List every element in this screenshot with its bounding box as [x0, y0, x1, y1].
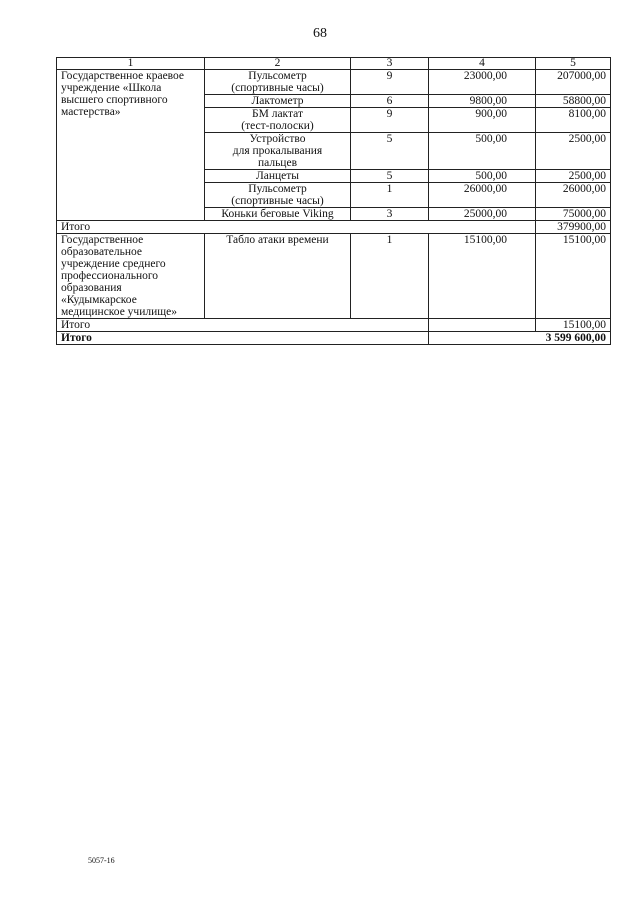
item-qty: 6 [351, 95, 429, 108]
item-line: Устройство [249, 133, 306, 145]
item-line: для прокалывания [232, 145, 323, 157]
item-name [205, 95, 351, 108]
item-sum: 15100,00 [536, 234, 611, 319]
header-cell: 2 [205, 58, 351, 70]
item-line: (спортивные часы) [231, 82, 324, 94]
subtotal-label: Итого [57, 221, 536, 234]
budget-table [56, 57, 611, 345]
item-line: Ланцеты [255, 170, 300, 182]
item-line: БМ лактат [252, 108, 303, 120]
table-row [57, 234, 611, 319]
header-cell: 1 [57, 58, 205, 70]
item-price: 15100,00 [429, 234, 536, 319]
item-name [205, 133, 351, 170]
item-qty: 1 [351, 234, 429, 319]
item-line: пальцев [257, 157, 298, 169]
item-qty: 5 [351, 133, 429, 170]
item-name [205, 208, 351, 221]
item-sum: 207000,00 [536, 70, 611, 95]
item-price: 500,00 [429, 133, 536, 170]
table-header-row [57, 58, 611, 70]
item-price: 26000,00 [429, 183, 536, 208]
item-sum: 58800,00 [536, 95, 611, 108]
item-qty: 9 [351, 70, 429, 95]
item-price: 25000,00 [429, 208, 536, 221]
item-qty: 3 [351, 208, 429, 221]
empty-cell [429, 319, 536, 332]
item-name [205, 70, 351, 95]
document-code: 5057-16 [88, 856, 115, 865]
item-name [205, 170, 351, 183]
item-sum: 2500,00 [536, 170, 611, 183]
item-name [205, 234, 351, 319]
header-cell: 3 [351, 58, 429, 70]
subtotal-value: 15100,00 [536, 319, 611, 332]
item-sum: 75000,00 [536, 208, 611, 221]
item-name [205, 183, 351, 208]
subtotal-value: 379900,00 [536, 221, 611, 234]
item-qty: 9 [351, 108, 429, 133]
item-sum: 8100,00 [536, 108, 611, 133]
item-sum: 2500,00 [536, 133, 611, 170]
item-price: 9800,00 [429, 95, 536, 108]
table-row [57, 70, 611, 95]
grand-total-value: 3 599 600,00 [429, 332, 611, 345]
item-line: Пульсометр [248, 70, 307, 82]
subtotal-row [57, 221, 611, 234]
item-line: Пульсометр [248, 183, 307, 195]
subtotal-row [57, 319, 611, 332]
item-name [205, 108, 351, 133]
organization-name: Государственное образовательное учреждение среднего профессионального образования «Кудымкарское медицинское училище» [57, 234, 205, 319]
item-qty: 1 [351, 183, 429, 208]
grand-total-label: Итого [57, 332, 429, 345]
item-line: (спортивные часы) [231, 195, 324, 207]
item-line: Табло атаки времени [226, 234, 329, 246]
grand-total-row [57, 332, 611, 345]
item-line: (тест-полоски) [241, 120, 314, 132]
header-cell: 5 [536, 58, 611, 70]
item-price: 500,00 [429, 170, 536, 183]
item-line: Коньки беговые Viking [221, 208, 334, 220]
header-cell: 4 [429, 58, 536, 70]
item-price: 900,00 [429, 108, 536, 133]
organization-name: Государственное краевое учреждение «Школа высшего спортивного мастерства» [57, 70, 205, 221]
item-sum: 26000,00 [536, 183, 611, 208]
item-line: Лактометр [251, 95, 304, 107]
page-number: 68 [313, 26, 327, 41]
item-price: 23000,00 [429, 70, 536, 95]
item-qty: 5 [351, 170, 429, 183]
subtotal-label: Итого [57, 319, 429, 332]
